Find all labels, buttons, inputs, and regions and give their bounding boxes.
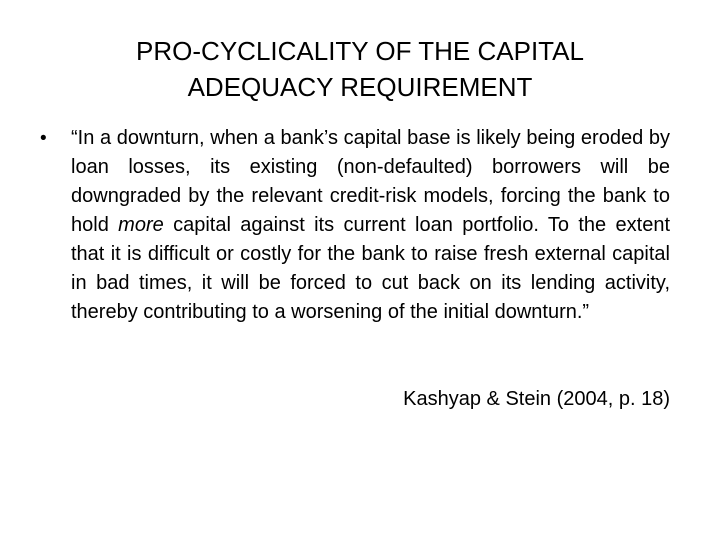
slide-title-line-1: PRO-CYCLICALITY OF THE CAPITAL xyxy=(136,36,584,66)
bullet-point-icon: • xyxy=(40,128,47,149)
slide-title xyxy=(60,33,660,105)
quote-text-part-2: capital against its current loan portfolio. To the extent that it is difficult or costly for the bank to raise fresh external capital in bad times, it will be forced to cut back on its lending activity, thereby contributing to a worsening of the initial downturn.” xyxy=(71,214,670,323)
slide-title-line-2: ADEQUACY REQUIREMENT xyxy=(187,72,533,102)
quote-text-part-1: “In a downturn, when a bank’s capital base is likely being eroded by loan losses, its existing (non-defaulted) borrowers will be downgraded by the relevant credit-risk models, forcing the bank to hold xyxy=(71,127,670,236)
quote-text xyxy=(71,124,670,327)
quote-emphasis: more xyxy=(118,214,164,236)
citation: Kashyap & Stein (2004, p. 18) xyxy=(403,388,670,410)
